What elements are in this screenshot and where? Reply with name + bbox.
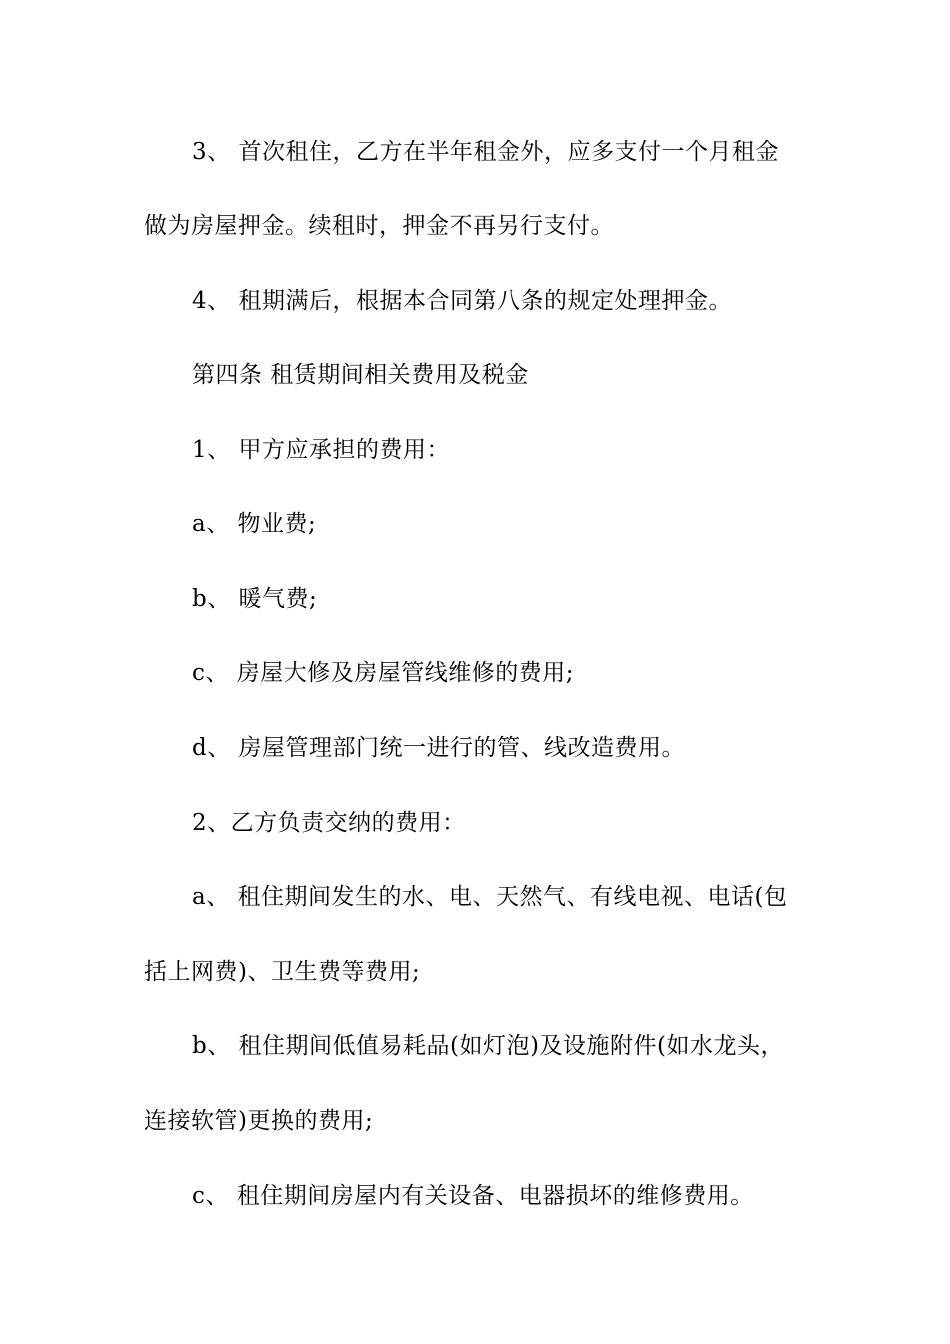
clause-3-line-2: 做为房屋押金。续租时，押金不再另行支付。 bbox=[144, 213, 614, 239]
clause-3-line-1: 3、 首次租住，乙方在半年租金外，应多支付一个月租金 bbox=[192, 139, 779, 165]
party-a-fee-c: c、 房屋大修及房屋管线维修的费用; bbox=[192, 660, 574, 686]
party-a-fee-b: b、 暖气费; bbox=[192, 586, 318, 612]
party-b-fee-a-line-2: 括上网费)、卫生费等费用; bbox=[144, 959, 421, 985]
article-4-heading: 第四条 租赁期间相关费用及税金 bbox=[192, 362, 529, 388]
party-b-fee-b-line-1: b、 租住期间低值易耗品(如灯泡)及设施附件(如水龙头， bbox=[192, 1033, 784, 1059]
party-b-fee-a-line-1: a、 租住期间发生的水、电、天然气、有线电视、电话(包 bbox=[192, 884, 788, 910]
party-b-fees-heading: 2、乙方负责交纳的费用： bbox=[192, 810, 466, 836]
party-a-fee-d: d、 房屋管理部门统一进行的管、线改造费用。 bbox=[192, 735, 686, 761]
party-b-fee-b-line-2: 连接软管)更换的费用; bbox=[144, 1108, 374, 1134]
clause-4-line: 4、 租期满后，根据本合同第八条的规定处理押金。 bbox=[192, 288, 732, 314]
party-b-fee-c: c、 租住期间房屋内有关设备、电器损坏的维修费用。 bbox=[192, 1183, 754, 1209]
party-a-fee-a: a、 物业费; bbox=[192, 511, 317, 537]
party-a-fees-heading: 1、 甲方应承担的费用： bbox=[192, 437, 450, 463]
